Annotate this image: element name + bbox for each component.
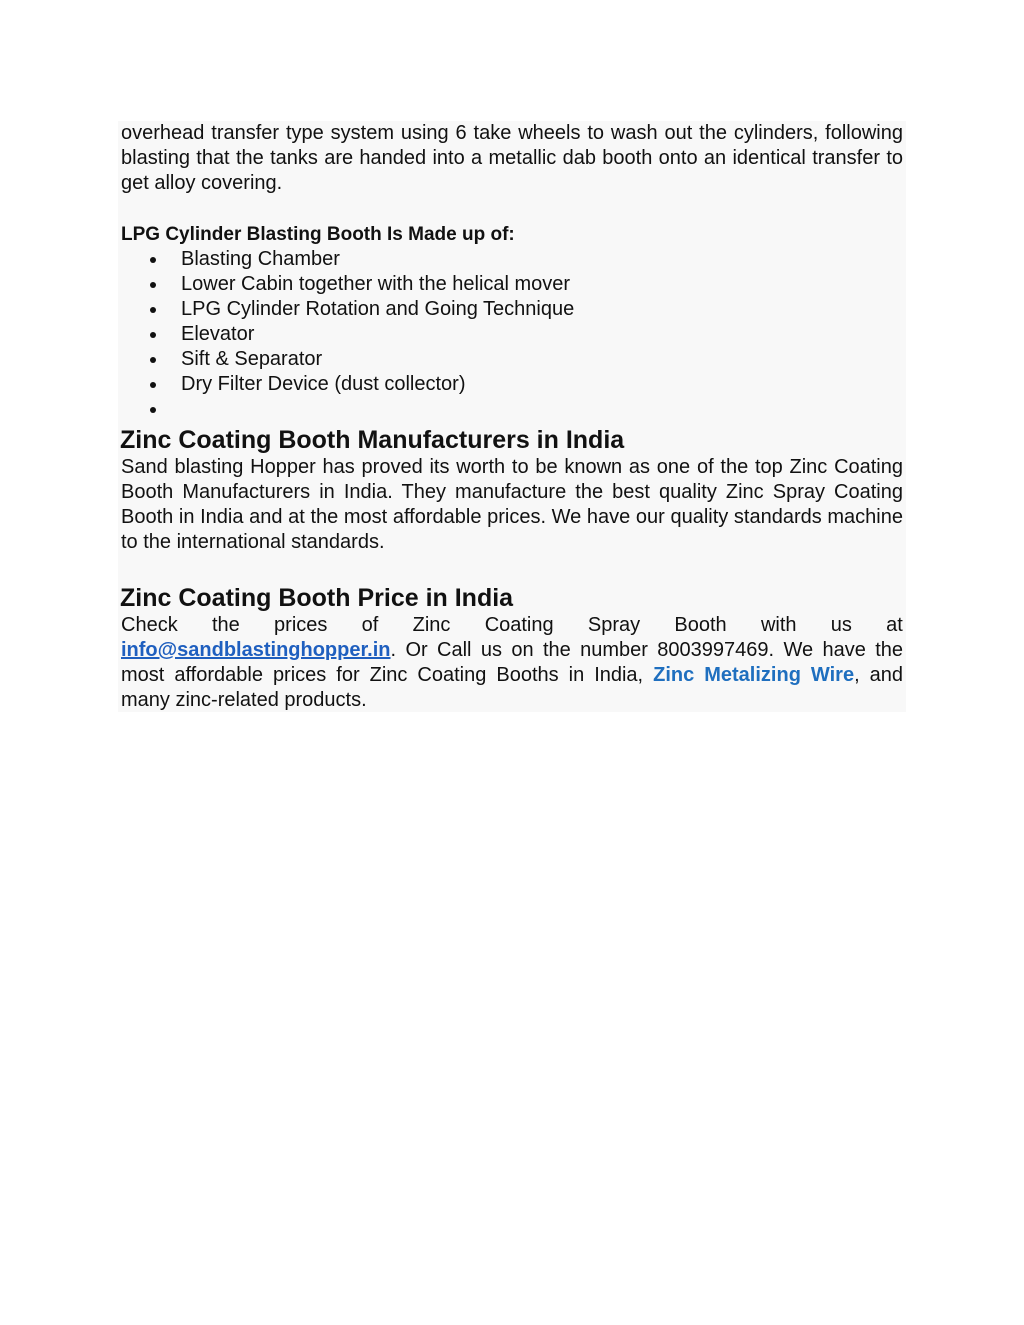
list-item — [118, 347, 574, 372]
list-item-empty — [118, 397, 574, 422]
word: Spray — [587, 614, 641, 636]
price-paragraph-closing: , and many zinc-related products. — [121, 664, 904, 711]
manufacturers-heading: Zinc Coating Booth Manufacturers in India — [120, 426, 625, 454]
list-item-text: Lower Cabin together with the helical mover — [181, 273, 571, 295]
word: the — [211, 614, 240, 636]
word: of — [361, 614, 379, 636]
word: Check — [121, 614, 178, 636]
price-paragraph-text: . Or Call us on the number 8003997469. We have the most affordable prices for Zinc Coating Booths in India, — [121, 639, 903, 686]
list-item — [118, 322, 574, 347]
price-heading: Zinc Coating Booth Price in India — [120, 584, 514, 612]
word: us — [830, 614, 852, 636]
list-item — [118, 297, 574, 322]
list-item-text: LPG Cylinder Rotation and Going Technique — [181, 298, 575, 320]
list-item — [118, 272, 574, 297]
word: at — [886, 614, 903, 636]
email-link[interactable]: info@sandblastinghopper.in — [121, 639, 391, 661]
bullet-icon — [150, 407, 156, 413]
word: prices — [274, 614, 328, 636]
manufacturers-paragraph: Sand blasting Hopper has proved its worth to be known as one of the top Zinc Coating Booth Manufacturers in India. They manufacture the best quality Zinc Spray Coating Booth in India and at the most affordable prices. We have our quality standards machine to the international standards. — [121, 456, 903, 553]
component-list — [118, 247, 574, 422]
list-item-text: Dry Filter Device (dust collector) — [181, 373, 466, 395]
list-heading: LPG Cylinder Blasting Booth Is Made up of: — [121, 224, 515, 245]
intro-paragraph: overhead transfer type system using 6 take wheels to wash out the cylinders, following blasting that the tanks are handed into a metallic dab booth onto an identical transfer to get alloy covering. — [121, 122, 903, 194]
word: Booth — [674, 614, 727, 636]
bullet-icon — [150, 257, 156, 263]
bullet-icon — [150, 282, 156, 288]
list-item-text: Elevator — [181, 323, 255, 345]
bullet-icon — [150, 332, 156, 338]
list-item-text: Sift & Separator — [181, 348, 323, 370]
bullet-icon — [150, 357, 156, 363]
word: Zinc — [412, 614, 451, 636]
document-content — [118, 121, 906, 712]
zinc-metalizing-wire-link[interactable]: Zinc Metalizing Wire — [653, 664, 855, 686]
list-item-text: Blasting Chamber — [181, 248, 340, 270]
list-item — [118, 247, 574, 272]
word: with — [760, 614, 797, 636]
price-paragraph — [121, 638, 903, 713]
word: Coating — [484, 614, 554, 636]
bullet-icon — [150, 382, 156, 388]
list-item — [118, 372, 574, 397]
price-paragraph-first-line — [121, 613, 903, 638]
bullet-icon — [150, 307, 156, 313]
